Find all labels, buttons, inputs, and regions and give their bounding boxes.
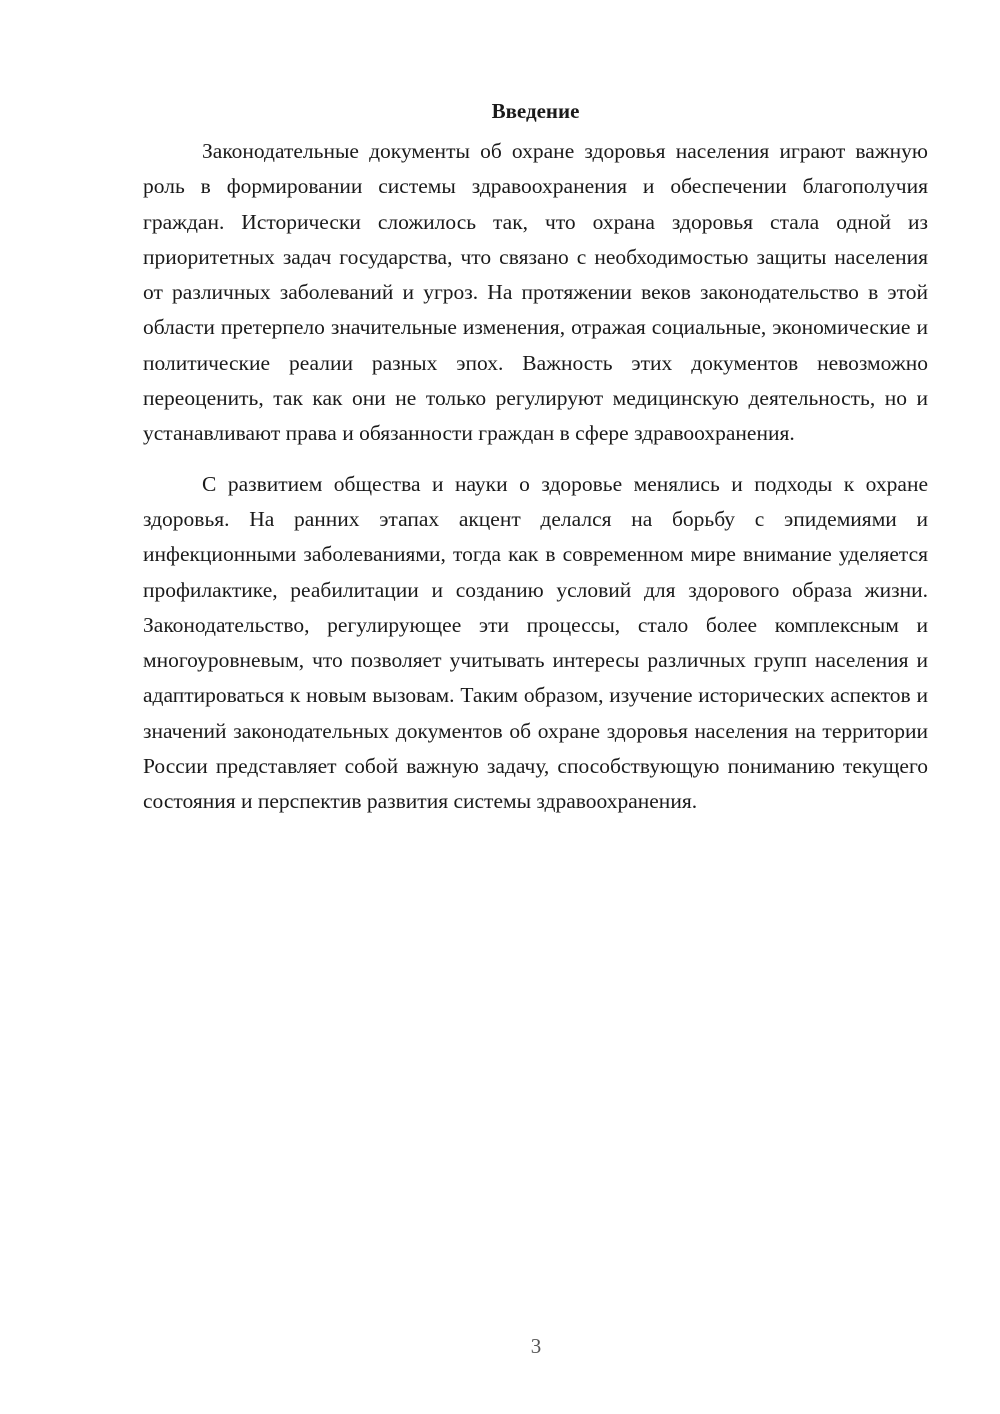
page-content bbox=[143, 96, 928, 820]
paragraph-1: Законодательные документы об охране здоровья населения играют важную роль в формировании системы здравоохранения и обеспечении благополучия граждан. Исторически сложилось так, что охрана здоровья стала одной из приоритетных задач государства, что связано с необходимостью защиты населения от различных заболеваний и угроз. На протяжении веков законодательство в этой области претерпело значительные изменения, отражая социальные, экономические и политические реалии разных эпох. Важность этих документов невозможно переоценить, так как они не только регулируют медицинскую деятельность, но и устанавливают права и обязанности граждан в сфере здравоохранения. bbox=[143, 139, 928, 446]
page-number: 3 bbox=[530, 1334, 542, 1358]
section-heading: Введение bbox=[491, 99, 580, 123]
paragraph-2: С развитием общества и науки о здоровье менялись и подходы к охране здоровья. На ранних этапах акцент делался на борьбу с эпидемиями и инфекционными заболеваниями, тогда как в современном мире внимание уделяется профилактике, реабилитации и созданию условий для здорового образа жизни. Законодательство, регулирующее эти процессы, стало более комплексным и многоуровневым, что позволяет учитывать интересы различных групп населения и адаптироваться к новым вызовам. Таким образом, изучение исторических аспектов и значений законодательных документов об охране здоровья населения на территории России представляет собой важную задачу, способствующую пониманию текущего состояния и перспектив развития системы здравоохранения. bbox=[143, 471, 928, 814]
